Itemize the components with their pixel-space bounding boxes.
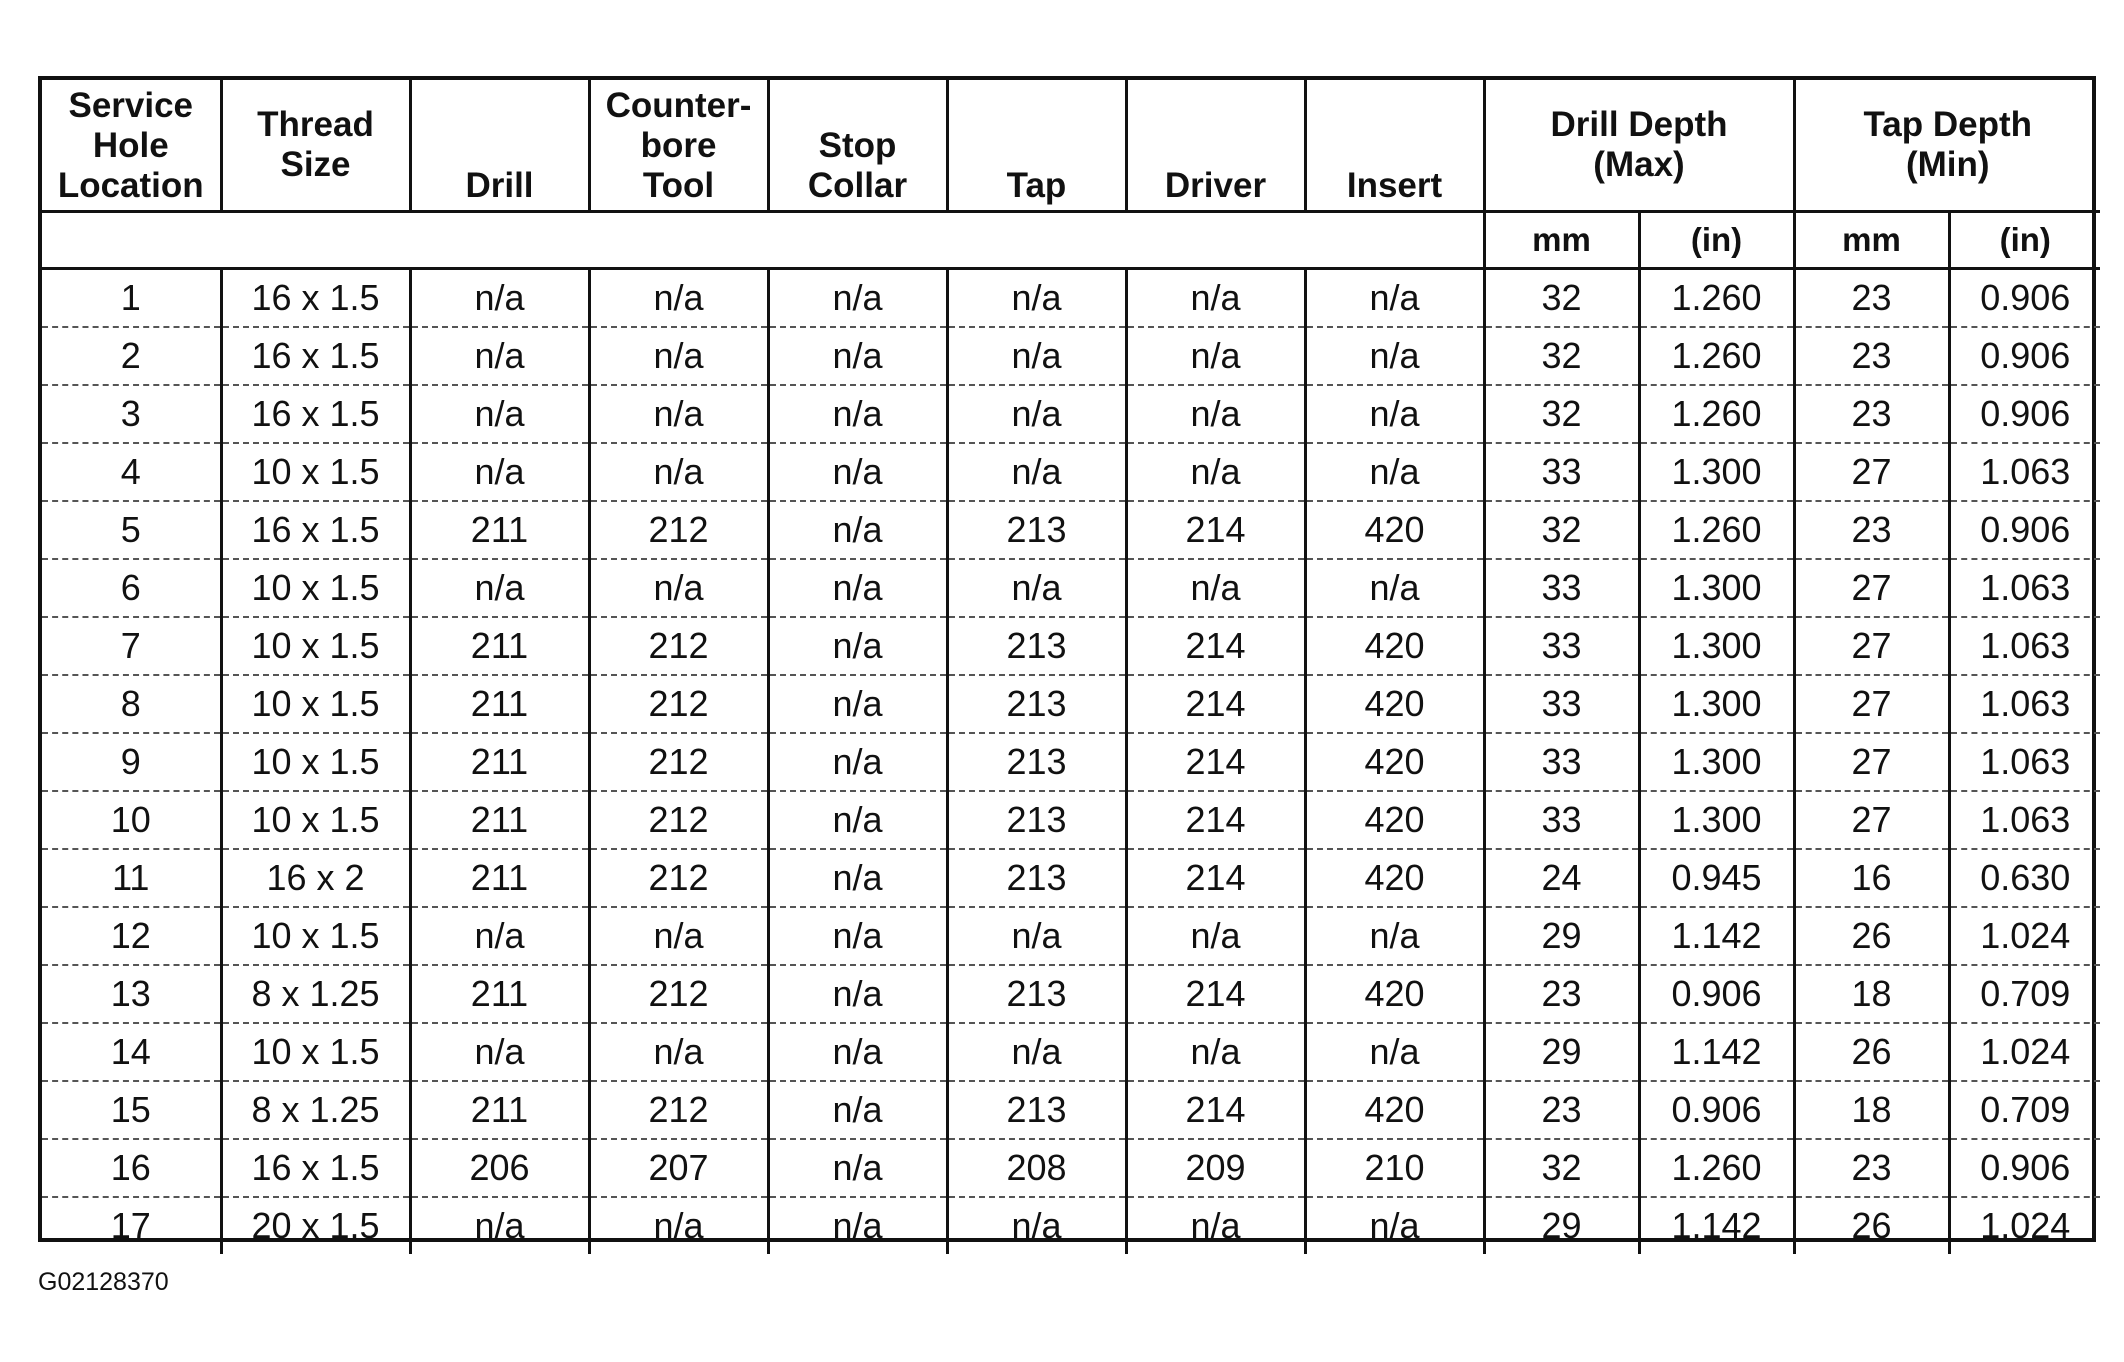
cell-drill: n/a (410, 1023, 589, 1081)
header-stop-collar: Stop Collar (768, 80, 947, 212)
cell-tap: 213 (947, 965, 1126, 1023)
cell-service-hole-location: 4 (42, 443, 221, 501)
cell-service-hole-location: 15 (42, 1081, 221, 1139)
cell-service-hole-location: 1 (42, 269, 221, 328)
cell-tap-depth-mm: 18 (1794, 965, 1949, 1023)
cell-drill: 211 (410, 849, 589, 907)
cell-service-hole-location: 6 (42, 559, 221, 617)
cell-stop-collar: n/a (768, 385, 947, 443)
cell-thread-size: 10 x 1.5 (221, 559, 410, 617)
cell-drill: n/a (410, 269, 589, 328)
cell-insert: 420 (1305, 733, 1484, 791)
table-body (42, 269, 2100, 1255)
table-row (42, 327, 2100, 385)
cell-tap: 213 (947, 849, 1126, 907)
cell-counterbore-tool: n/a (589, 269, 768, 328)
table-row (42, 617, 2100, 675)
cell-driver: 209 (1126, 1139, 1305, 1197)
cell-drill-depth-in: 0.906 (1639, 965, 1794, 1023)
cell-drill-depth-mm: 23 (1484, 965, 1639, 1023)
cell-thread-size: 16 x 1.5 (221, 1139, 410, 1197)
cell-thread-size: 10 x 1.5 (221, 443, 410, 501)
cell-tap-depth-in: 1.063 (1949, 559, 2100, 617)
unit-drill-depth-mm: mm (1484, 212, 1639, 269)
cell-insert: 420 (1305, 849, 1484, 907)
table-row (42, 791, 2100, 849)
cell-drill-depth-in: 1.300 (1639, 443, 1794, 501)
cell-tap-depth-in: 0.709 (1949, 1081, 2100, 1139)
cell-tap-depth-mm: 23 (1794, 385, 1949, 443)
table-row (42, 849, 2100, 907)
header-counterbore-tool: Counter- bore Tool (589, 80, 768, 212)
table-row (42, 1023, 2100, 1081)
cell-drill-depth-in: 1.142 (1639, 1023, 1794, 1081)
cell-driver: n/a (1126, 327, 1305, 385)
cell-service-hole-location: 7 (42, 617, 221, 675)
units-row-spacer (42, 212, 1484, 269)
cell-driver: n/a (1126, 1197, 1305, 1254)
cell-tap-depth-in: 0.906 (1949, 1139, 2100, 1197)
cell-stop-collar: n/a (768, 1081, 947, 1139)
cell-stop-collar: n/a (768, 733, 947, 791)
cell-drill: 211 (410, 791, 589, 849)
table-row (42, 1197, 2100, 1254)
units-row (42, 212, 2100, 269)
cell-drill: n/a (410, 1197, 589, 1254)
cell-tap-depth-mm: 27 (1794, 443, 1949, 501)
cell-counterbore-tool: n/a (589, 907, 768, 965)
cell-drill-depth-in: 0.906 (1639, 1081, 1794, 1139)
cell-service-hole-location: 10 (42, 791, 221, 849)
cell-tap-depth-mm: 18 (1794, 1081, 1949, 1139)
cell-driver: 214 (1126, 733, 1305, 791)
cell-counterbore-tool: 212 (589, 733, 768, 791)
cell-tap-depth-in: 1.024 (1949, 907, 2100, 965)
cell-drill-depth-mm: 33 (1484, 675, 1639, 733)
header-tap: Tap (947, 80, 1126, 212)
cell-insert: 420 (1305, 965, 1484, 1023)
cell-service-hole-location: 8 (42, 675, 221, 733)
cell-insert: n/a (1305, 559, 1484, 617)
cell-service-hole-location: 5 (42, 501, 221, 559)
cell-tap-depth-in: 0.906 (1949, 501, 2100, 559)
cell-tap-depth-in: 1.024 (1949, 1023, 2100, 1081)
cell-drill-depth-in: 1.260 (1639, 1139, 1794, 1197)
cell-counterbore-tool: n/a (589, 559, 768, 617)
cell-driver: 214 (1126, 791, 1305, 849)
cell-driver: 214 (1126, 849, 1305, 907)
cell-tap-depth-mm: 27 (1794, 559, 1949, 617)
cell-counterbore-tool: 212 (589, 791, 768, 849)
cell-stop-collar: n/a (768, 675, 947, 733)
cell-stop-collar: n/a (768, 791, 947, 849)
cell-tap-depth-in: 1.063 (1949, 791, 2100, 849)
cell-driver: n/a (1126, 443, 1305, 501)
cell-drill-depth-mm: 32 (1484, 1139, 1639, 1197)
cell-tap-depth-mm: 27 (1794, 675, 1949, 733)
cell-service-hole-location: 16 (42, 1139, 221, 1197)
cell-counterbore-tool: 212 (589, 849, 768, 907)
cell-tap-depth-in: 0.630 (1949, 849, 2100, 907)
cell-counterbore-tool: 212 (589, 675, 768, 733)
cell-thread-size: 8 x 1.25 (221, 965, 410, 1023)
cell-stop-collar: n/a (768, 269, 947, 328)
cell-tap-depth-in: 0.906 (1949, 327, 2100, 385)
cell-thread-size: 8 x 1.25 (221, 1081, 410, 1139)
cell-driver: n/a (1126, 907, 1305, 965)
cell-drill: 211 (410, 501, 589, 559)
cell-tap: n/a (947, 385, 1126, 443)
cell-drill-depth-in: 1.300 (1639, 791, 1794, 849)
spec-table (42, 80, 2100, 1254)
cell-insert: 420 (1305, 1081, 1484, 1139)
cell-drill-depth-in: 1.260 (1639, 269, 1794, 328)
cell-insert: n/a (1305, 327, 1484, 385)
cell-tap-depth-mm: 26 (1794, 907, 1949, 965)
cell-tap: n/a (947, 1197, 1126, 1254)
cell-drill-depth-in: 1.300 (1639, 617, 1794, 675)
cell-tap-depth-mm: 23 (1794, 327, 1949, 385)
cell-counterbore-tool: n/a (589, 385, 768, 443)
cell-drill-depth-in: 1.142 (1639, 1197, 1794, 1254)
cell-thread-size: 16 x 2 (221, 849, 410, 907)
cell-drill-depth-mm: 23 (1484, 1081, 1639, 1139)
cell-drill: n/a (410, 907, 589, 965)
cell-tap: 213 (947, 617, 1126, 675)
cell-tap: 213 (947, 675, 1126, 733)
cell-service-hole-location: 2 (42, 327, 221, 385)
cell-tap: n/a (947, 443, 1126, 501)
table-row (42, 1139, 2100, 1197)
cell-tap-depth-mm: 23 (1794, 1139, 1949, 1197)
cell-drill: 211 (410, 675, 589, 733)
cell-tap-depth-in: 1.063 (1949, 617, 2100, 675)
cell-drill: 211 (410, 733, 589, 791)
cell-drill-depth-mm: 29 (1484, 907, 1639, 965)
cell-drill: 211 (410, 965, 589, 1023)
cell-thread-size: 16 x 1.5 (221, 327, 410, 385)
cell-service-hole-location: 9 (42, 733, 221, 791)
cell-service-hole-location: 11 (42, 849, 221, 907)
table-row (42, 501, 2100, 559)
unit-drill-depth-in: (in) (1639, 212, 1794, 269)
cell-drill-depth-mm: 33 (1484, 791, 1639, 849)
cell-tap: 213 (947, 791, 1126, 849)
cell-insert: 420 (1305, 791, 1484, 849)
cell-tap-depth-mm: 27 (1794, 791, 1949, 849)
cell-drill-depth-mm: 24 (1484, 849, 1639, 907)
table-row (42, 675, 2100, 733)
cell-insert: n/a (1305, 1197, 1484, 1254)
cell-tap-depth-mm: 27 (1794, 733, 1949, 791)
table-row (42, 907, 2100, 965)
cell-driver: 214 (1126, 501, 1305, 559)
cell-service-hole-location: 13 (42, 965, 221, 1023)
cell-counterbore-tool: 212 (589, 965, 768, 1023)
cell-counterbore-tool: 212 (589, 501, 768, 559)
cell-stop-collar: n/a (768, 501, 947, 559)
cell-drill-depth-in: 1.142 (1639, 907, 1794, 965)
cell-insert: n/a (1305, 269, 1484, 328)
cell-tap-depth-in: 1.063 (1949, 733, 2100, 791)
header-service-hole-location: Service Hole Location (42, 80, 221, 212)
cell-driver: 214 (1126, 965, 1305, 1023)
thread-repair-table (38, 76, 2096, 1246)
cell-insert: 420 (1305, 501, 1484, 559)
header-driver: Driver (1126, 80, 1305, 212)
cell-driver: n/a (1126, 1023, 1305, 1081)
cell-tap-depth-in: 0.906 (1949, 269, 2100, 328)
cell-driver: 214 (1126, 1081, 1305, 1139)
cell-counterbore-tool: 207 (589, 1139, 768, 1197)
cell-drill-depth-in: 1.300 (1639, 675, 1794, 733)
cell-service-hole-location: 14 (42, 1023, 221, 1081)
cell-tap: 213 (947, 1081, 1126, 1139)
cell-tap: n/a (947, 327, 1126, 385)
cell-drill-depth-mm: 33 (1484, 617, 1639, 675)
cell-drill-depth-in: 1.300 (1639, 733, 1794, 791)
table-row (42, 733, 2100, 791)
cell-tap-depth-mm: 16 (1794, 849, 1949, 907)
cell-thread-size: 16 x 1.5 (221, 385, 410, 443)
cell-insert: n/a (1305, 443, 1484, 501)
cell-tap-depth-in: 0.709 (1949, 965, 2100, 1023)
header-tap-depth: Tap Depth (Min) (1794, 80, 2100, 212)
cell-drill: 211 (410, 617, 589, 675)
cell-thread-size: 10 x 1.5 (221, 733, 410, 791)
cell-thread-size: 10 x 1.5 (221, 617, 410, 675)
cell-drill-depth-in: 1.260 (1639, 501, 1794, 559)
cell-driver: n/a (1126, 269, 1305, 328)
unit-tap-depth-mm: mm (1794, 212, 1949, 269)
cell-drill-depth-mm: 29 (1484, 1197, 1639, 1254)
cell-driver: n/a (1126, 559, 1305, 617)
cell-thread-size: 20 x 1.5 (221, 1197, 410, 1254)
cell-stop-collar: n/a (768, 327, 947, 385)
cell-drill: n/a (410, 327, 589, 385)
table-row (42, 965, 2100, 1023)
header-drill: Drill (410, 80, 589, 212)
cell-stop-collar: n/a (768, 907, 947, 965)
cell-tap-depth-mm: 26 (1794, 1023, 1949, 1081)
unit-tap-depth-in: (in) (1949, 212, 2100, 269)
cell-counterbore-tool: 212 (589, 617, 768, 675)
cell-thread-size: 10 x 1.5 (221, 1023, 410, 1081)
cell-tap-depth-mm: 23 (1794, 269, 1949, 328)
table-row (42, 559, 2100, 617)
cell-stop-collar: n/a (768, 965, 947, 1023)
cell-tap-depth-mm: 23 (1794, 501, 1949, 559)
cell-tap: 213 (947, 501, 1126, 559)
cell-counterbore-tool: 212 (589, 1081, 768, 1139)
header-drill-depth: Drill Depth (Max) (1484, 80, 1794, 212)
table-row (42, 1081, 2100, 1139)
cell-tap: 213 (947, 733, 1126, 791)
header-insert: Insert (1305, 80, 1484, 212)
cell-drill-depth-mm: 33 (1484, 443, 1639, 501)
cell-thread-size: 16 x 1.5 (221, 269, 410, 328)
cell-insert: n/a (1305, 907, 1484, 965)
table-row (42, 385, 2100, 443)
cell-drill: n/a (410, 559, 589, 617)
cell-counterbore-tool: n/a (589, 1197, 768, 1254)
cell-counterbore-tool: n/a (589, 1023, 768, 1081)
cell-insert: 420 (1305, 675, 1484, 733)
cell-stop-collar: n/a (768, 1139, 947, 1197)
cell-tap: n/a (947, 559, 1126, 617)
cell-tap-depth-in: 0.906 (1949, 385, 2100, 443)
cell-tap-depth-mm: 27 (1794, 617, 1949, 675)
cell-drill-depth-mm: 32 (1484, 327, 1639, 385)
cell-service-hole-location: 12 (42, 907, 221, 965)
cell-tap-depth-mm: 26 (1794, 1197, 1949, 1254)
figure-id: G02128370 (38, 1268, 169, 1296)
cell-drill-depth-mm: 33 (1484, 733, 1639, 791)
cell-service-hole-location: 17 (42, 1197, 221, 1254)
cell-drill-depth-mm: 32 (1484, 501, 1639, 559)
cell-insert: 420 (1305, 617, 1484, 675)
cell-counterbore-tool: n/a (589, 327, 768, 385)
cell-drill-depth-in: 1.260 (1639, 385, 1794, 443)
cell-driver: 214 (1126, 675, 1305, 733)
cell-drill: n/a (410, 443, 589, 501)
cell-stop-collar: n/a (768, 443, 947, 501)
cell-tap-depth-in: 1.063 (1949, 443, 2100, 501)
cell-thread-size: 10 x 1.5 (221, 907, 410, 965)
cell-tap: n/a (947, 907, 1126, 965)
cell-insert: n/a (1305, 1023, 1484, 1081)
cell-drill-depth-in: 1.300 (1639, 559, 1794, 617)
header-thread-size: Thread Size (221, 80, 410, 212)
cell-tap: n/a (947, 269, 1126, 328)
cell-thread-size: 10 x 1.5 (221, 675, 410, 733)
header-row (42, 80, 2100, 212)
cell-drill: 211 (410, 1081, 589, 1139)
cell-stop-collar: n/a (768, 559, 947, 617)
cell-stop-collar: n/a (768, 849, 947, 907)
cell-drill-depth-in: 1.260 (1639, 327, 1794, 385)
cell-drill-depth-in: 0.945 (1639, 849, 1794, 907)
cell-drill-depth-mm: 33 (1484, 559, 1639, 617)
table-row (42, 443, 2100, 501)
cell-insert: 210 (1305, 1139, 1484, 1197)
cell-drill: n/a (410, 385, 589, 443)
cell-drill-depth-mm: 32 (1484, 269, 1639, 328)
cell-drill: 206 (410, 1139, 589, 1197)
cell-insert: n/a (1305, 385, 1484, 443)
cell-service-hole-location: 3 (42, 385, 221, 443)
cell-drill-depth-mm: 32 (1484, 385, 1639, 443)
cell-tap: 208 (947, 1139, 1126, 1197)
cell-driver: 214 (1126, 617, 1305, 675)
cell-tap-depth-in: 1.063 (1949, 675, 2100, 733)
cell-tap: n/a (947, 1023, 1126, 1081)
cell-stop-collar: n/a (768, 617, 947, 675)
cell-drill-depth-mm: 29 (1484, 1023, 1639, 1081)
cell-stop-collar: n/a (768, 1023, 947, 1081)
cell-thread-size: 10 x 1.5 (221, 791, 410, 849)
cell-counterbore-tool: n/a (589, 443, 768, 501)
table-row (42, 269, 2100, 328)
cell-stop-collar: n/a (768, 1197, 947, 1254)
cell-thread-size: 16 x 1.5 (221, 501, 410, 559)
cell-driver: n/a (1126, 385, 1305, 443)
cell-tap-depth-in: 1.024 (1980, 1205, 2071, 1246)
